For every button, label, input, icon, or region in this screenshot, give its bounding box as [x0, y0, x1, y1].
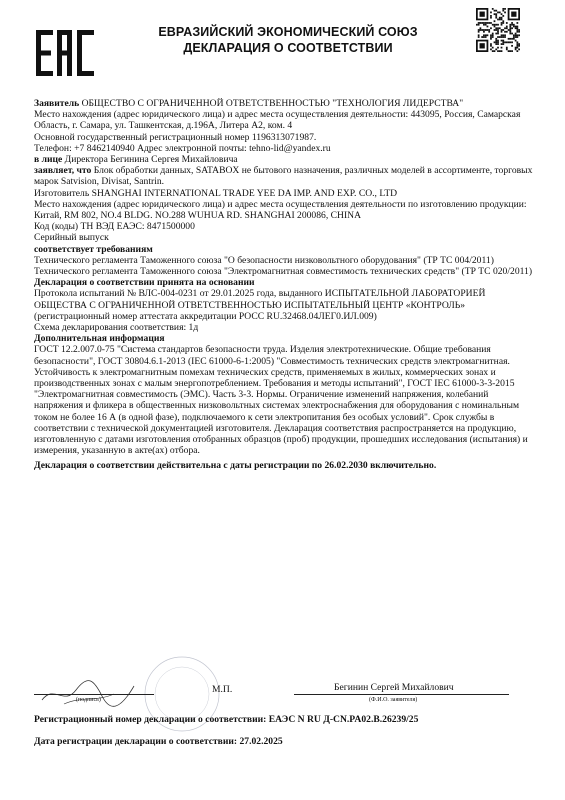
scheme: Схема декларирования соответствия: 1д	[34, 322, 199, 334]
registration-date: Дата регистрации декларации о соответствии: 27.02.2025	[34, 736, 283, 747]
basis-heading: Декларация о соответствии принята на основании	[34, 277, 255, 289]
additional-info: ГОСТ 12.2.007.0-75 "Система стандартов безопасности труда. Изделия электротехнические. Общие требования безопасности", ГОСТ 30804.6.1-2013 (IEC 61000-6-1:2005) "Совместимость технических средств электромагнитная. Устойчивость к электромагнитным помехам технических средств, применяемых в жилых, коммерческих зонах и производственных зонах с малым энергопотреблением. Требования и методы испытаний", ГОСТ IEC 61000-3-3-2015 "Электромагнитная совместимость (ЭМС). Часть 3-3. Нормы. Ограничение изменений напряжения, колебаний напряжения и фликера в общественных низковольтных системах электроснабжения для оборудования с номинальным током не более 16 А (в одной фазе), подключаемого к сети электропитания без особых условий". Срок службы в соответствии с технической документацией изготовителя. Декларация соответствия распространяется на продукцию, изготовленную с датами изготовления отобранных образцов (проб) продукции, прошедших исследования (испытания) и измерения, указанную в акте(ах) отбора.	[34, 344, 528, 457]
basis: Протокола испытаний № ВЛС-004-0231 от 29.01.2025 года, выданного ИСПЫТАТЕЛЬНОЙ ЛАБОРАТОРИЕЙ ОБЩЕСТВА С ОГРАНИЧЕННОЙ ОТВЕТСТВЕННОСТЬЮ ИСПЫТАТЕЛЬНЫЙ ЦЕНТР «КОНТРОЛЬ» (регистрационный номер аттестата аккредитации РОСС RU.32468.04ЛЕГ0.ИЛ.009)	[34, 288, 486, 322]
qr-code-icon	[476, 8, 520, 52]
representative: в лице Директора Бегинина Сергея Михайловича	[34, 154, 238, 166]
contacts: Телефон: +7 8462140940 Адрес электронной почты: tehno-lid@yandex.ru	[34, 142, 331, 154]
eac-logo	[36, 30, 94, 76]
manufacturer: Изготовитель SHANGHAI INTERNATIONAL TRADE YEE DA IMP. AND EXP. CO., LTD	[34, 187, 398, 199]
header-union: ЕВРАЗИЙСКИЙ ЭКОНОМИЧЕСКИЙ СОЮЗ	[158, 25, 418, 39]
signer-name: Бегинин Сергей Михайлович	[334, 682, 454, 693]
serial-type: Серийный выпуск	[34, 232, 109, 244]
signature-scribble	[34, 676, 154, 716]
hs-code: Код (коды) ТН ВЭД ЕАЭС: 8471500000	[34, 221, 195, 233]
regulation-1: Технического регламента Таможенного союза "О безопасности низковольтного оборудования" (ТР ТС 004/2011)	[34, 254, 494, 266]
validity: Декларация о соответствии действительна с даты регистрации по 26.02.2030 включительно.	[34, 459, 437, 471]
applicant: Заявитель ОБЩЕСТВО С ОГРАНИЧЕННОЙ ОТВЕТСТВЕННОСТЬЮ "ТЕХНОЛОГИЯ ЛИДЕРСТВА"	[34, 98, 464, 109]
document-header	[118, 24, 458, 56]
signature-caption: (подпись)	[76, 697, 101, 703]
regulation-2: Технического регламента Таможенного союза "Электромагнитная совместимость технических средств" (ТР ТС 020/2011)	[34, 266, 533, 278]
registration-number: Регистрационный номер декларации о соответствии: ЕАЭС N RU Д-CN.PA02.B.26239/25	[34, 714, 419, 725]
manufacturer-address: Место нахождения (адрес юридического лица) и адрес места осуществления деятельности по изготовлению продукции: Китай, RM 802, NO.4 BLDG. NO.288 WUHUA RD. SHANGHAI 200086, CHINA	[34, 198, 527, 222]
name-line	[294, 694, 509, 695]
applicant-address: Место нахождения (адрес юридического лица) и адрес места осуществления деятельности: 443095, Россия, Самарская Область, г. Самара, ул. Ташкентская, д.196А, Литера А2, ком. 4	[34, 109, 521, 132]
ogrn: Основной государственный регистрационный номер 1196313071987.	[34, 131, 317, 143]
signature-line	[34, 694, 154, 695]
conforms-heading: соответствует требованиям	[34, 243, 153, 255]
product: заявляет, что Блок обработки данных, SATABOX не бытового назначения, различных моделей в ассортименте, торговых марок Satvision, Divisat, Santrin.	[34, 165, 533, 188]
additional-heading: Дополнительная информация	[34, 333, 165, 345]
header-title: ДЕКЛАРАЦИЯ О СООТВЕТСТВИИ	[183, 41, 393, 55]
signature-block	[34, 676, 534, 736]
declaration-body	[34, 98, 534, 471]
name-caption: (Ф.И.О. заявителя)	[369, 697, 418, 703]
stamp-mark: М.П.	[212, 684, 233, 695]
